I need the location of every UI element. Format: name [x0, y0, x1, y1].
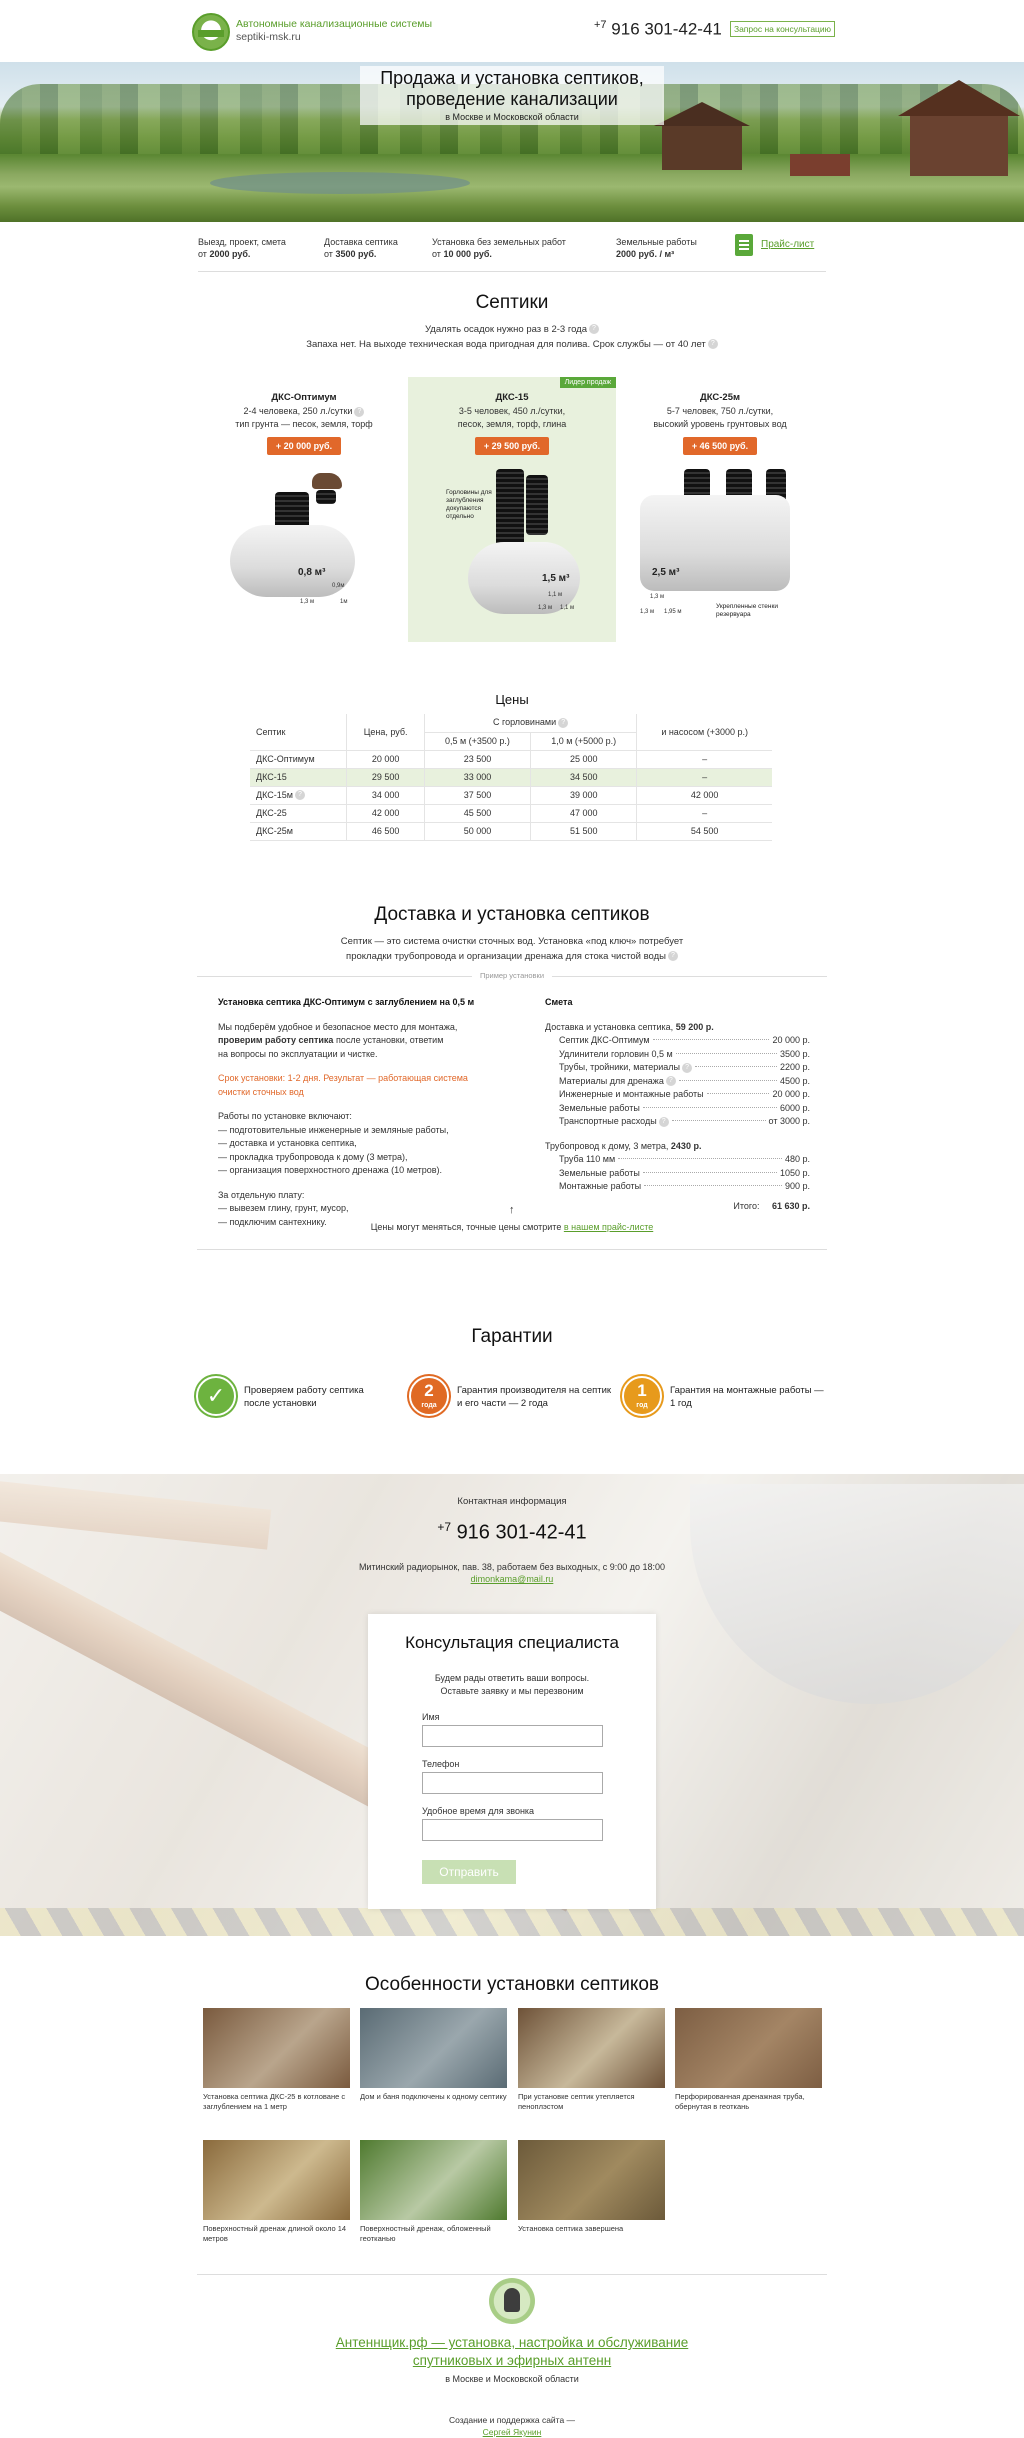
help-icon[interactable]: ?	[558, 718, 568, 728]
cell-n05: 33 000	[424, 768, 530, 786]
cell-n10: 51 500	[531, 822, 637, 840]
estimate-total-value: 61 630 р.	[771, 1200, 810, 1211]
estimate-label: Земельные работы	[559, 1167, 640, 1178]
photo-image[interactable]	[518, 2140, 665, 2220]
installation-term-line2: очистки сточных вод	[218, 1086, 304, 1097]
septic-name: ДКС-15	[495, 392, 529, 403]
installation-heading: Установка септика ДКС-Оптимум с заглублением на 0,5 м	[218, 997, 475, 1007]
extra-title: За отдельную плату:	[218, 1189, 305, 1200]
submit-button[interactable]: Отправить	[422, 1860, 516, 1884]
estimate-row	[545, 1075, 810, 1089]
call-time-input[interactable]	[422, 1819, 603, 1841]
septic-dim: 1,3 м	[650, 594, 665, 600]
list-item: — подключим сантехнику.	[218, 1216, 327, 1227]
estimate-group-sum: 59 200 р.	[675, 1021, 714, 1032]
cell-pump: 42 000	[637, 786, 772, 804]
estimate-row	[545, 1102, 810, 1116]
photo-image[interactable]	[675, 2008, 822, 2088]
email-link[interactable]: dimonkama@mail.ru	[470, 1574, 554, 1584]
photo-caption: Поверхностный дренаж, обложенный геотканью	[360, 2224, 491, 2243]
hero-heading	[380, 68, 644, 110]
guarantee-item	[622, 1376, 832, 1420]
cell-n05: 45 500	[424, 804, 530, 822]
price-change-note	[0, 1222, 1024, 1232]
estimate-group-title	[545, 1021, 810, 1035]
contacts-address: Митинский радиорынок, пав. 38, работаем без выходных, с 9:00 до 18:00	[358, 1562, 666, 1572]
estimate-label-text: Трубы, тройники, материалы	[559, 1062, 681, 1072]
septic-neck	[316, 490, 336, 504]
cell-n10: 34 500	[531, 768, 637, 786]
septic-desc	[200, 405, 408, 431]
hero-heading-line1: Продажа и установка септиков,	[380, 68, 644, 88]
estimate-label-text: Транспортные расходы	[559, 1116, 657, 1126]
photo-caption: Установка септика завершена	[518, 2224, 624, 2233]
delivery-section	[0, 904, 1024, 1324]
antenna-logo-icon[interactable]	[489, 2278, 535, 2324]
cell-pump: –	[637, 750, 772, 768]
prices-table	[250, 714, 772, 841]
installation-description	[218, 996, 518, 1240]
price-strip-item	[432, 236, 566, 260]
septics-intro-line2: Запаха нет. На выходе техническая вода пригодная для полива. Срок службы — от 40 лет	[306, 339, 706, 350]
septic-name: ДКС-Оптимум	[271, 392, 337, 403]
photo-caption: Дом и баня подключены к одному септику	[360, 2092, 507, 2101]
footer-title	[0, 2334, 1024, 2370]
top-bar	[0, 0, 1024, 62]
phone-label: Телефон	[422, 1759, 460, 1769]
guarantee-icon-number: 2	[424, 1381, 434, 1400]
septic-note: Горловины для заглубления докупаются отдельно	[446, 489, 492, 520]
septic-desc	[616, 405, 824, 431]
price-strip-item	[616, 236, 697, 260]
cell-model: ДКС-15	[250, 768, 347, 786]
price-strip-label: Установка без земельных работ	[432, 237, 566, 247]
estimate-value: 20 000 р.	[772, 1089, 810, 1099]
estimate-row	[545, 1153, 810, 1167]
estimate-title: Смета	[545, 997, 573, 1007]
guarantee-line1: Гарантия на монтажные работы —	[670, 1385, 824, 1396]
installation-text: после установки, ответим	[335, 1035, 444, 1045]
hero-house	[662, 124, 742, 170]
price-change-text: Цены могут меняться, точные цены смотрите	[370, 1222, 562, 1232]
estimate-group-sum: 2430 р.	[670, 1140, 702, 1151]
price-strip-value: 3500 руб.	[335, 249, 377, 259]
table-row	[250, 786, 772, 804]
gallery-photo[interactable]	[518, 2140, 665, 2234]
septic-dim: 1,1 м	[560, 605, 575, 611]
price-strip-value: 2000 руб. / м³	[616, 249, 675, 259]
price-strip-prefix: от	[432, 249, 441, 259]
delivery-intro-line2: прокладки трубопровода и организации дренажа для стока чистой воды	[346, 951, 666, 962]
features-title: Особенности установки септиков	[365, 1974, 659, 1995]
site-logo[interactable]	[192, 13, 230, 51]
septic-dim: 1,3 м	[538, 605, 553, 611]
installation-bold: проверим работу септика	[218, 1035, 334, 1045]
septic-name: ДКС-25м	[699, 392, 741, 403]
partner-link-line1: Антеннщик.рф — установка, настройка и обслуживание	[335, 2335, 689, 2350]
cell-pump: –	[637, 804, 772, 822]
footer	[0, 2266, 1024, 2436]
hero-title-panel	[360, 66, 664, 125]
septic-price: + 20 000 руб.	[267, 437, 341, 455]
price-strip-prefix: от	[198, 249, 207, 259]
consultation-form	[368, 1614, 656, 1909]
price-strip-item	[198, 236, 286, 260]
septic-price: + 29 500 руб.	[475, 437, 549, 455]
guarantee-line1: Проверяем работу септика	[244, 1385, 364, 1396]
price-strip-label: Доставка септика	[324, 237, 398, 247]
photo-caption: Поверхностный дренаж длиной около 14 метров	[203, 2224, 347, 2243]
installation-text: на вопросы по эксплуатации и чистке.	[218, 1048, 378, 1059]
photo-caption: Установка септика ДКС-25 в котловане с заглублением на 1 метр	[203, 2092, 346, 2111]
hero-title	[0, 66, 1024, 125]
table-row	[250, 768, 772, 786]
septics-section	[0, 272, 1024, 692]
estimate-label	[559, 1061, 692, 1075]
cell-model-label: ДКС-15м	[256, 789, 293, 800]
estimate	[545, 996, 810, 1213]
section-divider	[197, 1249, 827, 1250]
photo-image[interactable]	[203, 2008, 350, 2088]
gallery-photo[interactable]	[203, 2008, 350, 2112]
septic-dim: 1м	[340, 599, 348, 605]
help-icon[interactable]: ?	[666, 1076, 676, 1086]
form-title: Консультация специалиста	[405, 1633, 619, 1652]
hero-heading-line2: проведение канализации	[406, 89, 618, 109]
guarantee-text	[670, 1384, 824, 1410]
estimate-row	[545, 1167, 810, 1181]
form-lead-line2: Оставьте заявку и мы перезвоним	[440, 1686, 584, 1696]
septic-desc-line2: песок, земля, торф, глина	[457, 419, 567, 429]
partner-link-line2: спутниковых и эфирных антенн	[412, 2353, 612, 2368]
septic-desc	[408, 405, 616, 431]
partner-link[interactable]	[336, 2335, 689, 2368]
estimate-group-label: Доставка и установка септика,	[545, 1021, 674, 1032]
help-icon[interactable]: ?	[354, 407, 364, 417]
gallery-photo[interactable]	[203, 2140, 350, 2244]
photo-image[interactable]	[203, 2140, 350, 2220]
price-strip-value: 10 000 руб.	[443, 249, 492, 259]
septic-card-dks15[interactable]	[408, 377, 616, 642]
cell-price: 29 500	[347, 768, 424, 786]
septic-desc-line1: 2-4 человека, 250 л./сутки	[243, 406, 353, 416]
estimate-value: 2200 р.	[779, 1062, 810, 1072]
cell-price: 20 000	[347, 750, 424, 768]
brand-site: septiki-msk.ru	[236, 31, 301, 43]
septic-neck	[526, 475, 548, 535]
guarantee-item	[196, 1376, 396, 1420]
delivery-intro-line1: Септик — это система очистки сточных вод. Установка «под ключ» потребует	[340, 936, 684, 947]
help-icon[interactable]: ?	[682, 1063, 692, 1073]
septics-intro	[0, 322, 1024, 352]
example-label: Пример установки	[472, 971, 552, 980]
installation-term	[218, 1072, 518, 1099]
prices-title: Цены	[495, 692, 529, 707]
estimate-row	[545, 1115, 810, 1129]
estimate-value: 20 000 р.	[772, 1035, 810, 1045]
contacts-email	[0, 1574, 1024, 1584]
works-list	[218, 1110, 518, 1178]
estimate-label: Септик ДКС-Оптимум	[559, 1035, 650, 1045]
cell-pump: 54 500	[637, 822, 772, 840]
guarantee-icon-label: года	[421, 1402, 437, 1409]
hero-subtitle: в Москве и Московской области	[445, 112, 579, 122]
name-input[interactable]	[422, 1725, 603, 1747]
price-strip	[198, 222, 826, 272]
estimate-label: Монтажные работы	[559, 1181, 642, 1191]
cell-n05: 37 500	[424, 786, 530, 804]
estimate-value: 6000 р.	[779, 1102, 810, 1113]
cell-n05: 23 500	[424, 750, 530, 768]
cell-n10: 47 000	[531, 804, 637, 822]
arrow-up-icon: ↑	[509, 1204, 515, 1216]
example-divider	[197, 971, 827, 980]
otter-figure	[312, 473, 342, 489]
photo-image[interactable]	[518, 2008, 665, 2088]
price-strip-label: Земельные работы	[616, 237, 697, 247]
estimate-group-label: Трубопровод к дому, 3 метра,	[545, 1140, 669, 1151]
price-strip-value: 2000 руб.	[209, 249, 251, 259]
septic-card-dks25m[interactable]	[616, 377, 824, 642]
header-phone-number: 916 301-42-41	[611, 19, 722, 39]
bestseller-badge: Лидер продаж	[560, 377, 616, 388]
estimate-row	[545, 1034, 810, 1048]
septic-volume: 1,5 м³	[542, 573, 570, 584]
footer-credits	[0, 2414, 1024, 2438]
guarantee-line2: и его части — 2 года	[457, 1398, 548, 1409]
photo-caption: При установке септик утепляется пеноплэстом	[518, 2092, 635, 2111]
col-header-pump: и насосом (+3000 р.)	[637, 714, 772, 750]
estimate-label: Инженерные и монтажные работы	[559, 1089, 704, 1099]
installation-text: Мы подберём удобное и безопасное место для монтажа,	[218, 1021, 458, 1032]
photo-image[interactable]	[360, 2008, 507, 2088]
list-item: — доставка и установка септика,	[218, 1138, 357, 1148]
estimate-label-text: Материалы для дренажа	[559, 1075, 664, 1086]
gallery-photo[interactable]	[360, 2008, 507, 2102]
septic-volume: 2,5 м³	[652, 567, 680, 578]
photo-image[interactable]	[360, 2140, 507, 2220]
estimate-label: Земельные работы	[559, 1102, 640, 1113]
col-header-neck-05: 0,5 м (+3500 р.)	[424, 732, 530, 750]
features-section	[0, 1936, 1024, 2266]
guarantee-icon-label: год	[636, 1402, 648, 1409]
prices-header-row	[250, 714, 772, 732]
estimate-value: 900 р.	[784, 1181, 810, 1191]
table-row	[250, 822, 772, 840]
prices-section	[0, 692, 1024, 904]
table-row	[250, 804, 772, 822]
guarantee-line2: 1 год	[670, 1398, 692, 1409]
check-icon: ✓	[196, 1376, 236, 1416]
septics-intro-line1: Удалять осадок нужно раз в 2-3 года	[425, 324, 587, 335]
septic-desc-line2: тип грунта — песок, земля, торф	[235, 419, 373, 429]
list-item: — вывезем глину, грунт, мусор,	[218, 1203, 349, 1213]
contacts-phone[interactable]	[0, 1520, 1024, 1545]
header-phone-code: +7	[594, 19, 607, 31]
two-years-icon	[409, 1376, 449, 1416]
guarantee-line1: Гарантия производителя на септик	[457, 1385, 612, 1396]
call-time-label: Удобное время для звонка	[422, 1806, 535, 1816]
septic-desc-line1: 5-7 человек, 750 л./сутки,	[666, 406, 774, 416]
installation-paragraph	[218, 1021, 518, 1062]
delivery-intro	[0, 934, 1024, 964]
estimate-row	[545, 1180, 810, 1194]
estimate-value: 1050 р.	[779, 1167, 810, 1178]
phone-input[interactable]	[422, 1772, 603, 1794]
cell-model	[250, 786, 347, 804]
works-title: Работы по установке включают:	[218, 1111, 352, 1121]
estimate-row	[545, 1088, 810, 1102]
gallery-photo[interactable]	[675, 2008, 822, 2112]
contacts-section	[0, 1474, 1024, 1936]
installation-term-line1: Срок установки: 1-2 дня. Результат — работающая система	[218, 1073, 468, 1083]
septic-desc-line2: высокий уровень грунтовых вод	[653, 419, 787, 429]
footer-subtitle: в Москве и Московской области	[445, 2374, 579, 2384]
estimate-label	[559, 1075, 676, 1089]
brand-tagline: Автономные канализационные системы	[236, 18, 433, 30]
cell-n10: 25 000	[531, 750, 637, 768]
guarantee-text	[244, 1384, 364, 1410]
guarantees-section	[0, 1324, 1024, 1474]
estimate-value: 3500 р.	[779, 1048, 810, 1059]
cell-model: ДКС-25	[250, 804, 347, 822]
gallery-photo[interactable]	[518, 2008, 665, 2112]
form-lead-line1: Будем рады ответить ваши вопросы.	[434, 1673, 590, 1683]
col-header-necks-label: С горловинами	[493, 717, 557, 728]
price-strip-prefix: от	[324, 249, 333, 259]
guarantee-text	[457, 1384, 611, 1410]
price-strip-label: Выезд, проект, смета	[198, 237, 286, 247]
help-icon[interactable]: ?	[295, 790, 305, 800]
list-item: — организация поверхностного дренажа (10 метров).	[218, 1165, 442, 1175]
hero-pond	[210, 172, 470, 194]
estimate-label	[559, 1115, 669, 1129]
list-item: — прокладка трубопровода к дому (3 метра),	[218, 1151, 408, 1162]
septics-title: Септики	[475, 292, 549, 313]
septic-note: Укрепленные стенки резервуара	[716, 603, 778, 618]
pricelist-inline-link[interactable]: в нашем прайс-листе	[563, 1222, 654, 1232]
estimate-value: 4500 р.	[779, 1075, 810, 1086]
cell-n10: 39 000	[531, 786, 637, 804]
name-label: Имя	[422, 1712, 440, 1722]
help-icon[interactable]: ?	[589, 324, 599, 334]
cell-model: ДКС-Оптимум	[250, 750, 347, 768]
col-header-model: Септик	[250, 714, 347, 750]
help-icon[interactable]: ?	[668, 951, 678, 961]
guarantee-line2: после установки	[244, 1398, 317, 1409]
estimate-label: Труба 110 мм	[559, 1154, 616, 1164]
cell-price: 34 000	[347, 786, 424, 804]
brand	[236, 18, 432, 44]
cell-model: ДКС-25м	[250, 822, 347, 840]
photo-caption: Перфорированная дренажная труба, обернутая в геоткань	[675, 2092, 805, 2111]
hero-banner	[0, 62, 1024, 222]
gallery-photo[interactable]	[360, 2140, 507, 2244]
form-lead	[368, 1672, 656, 1698]
table-row	[250, 750, 772, 768]
cell-pump: –	[637, 768, 772, 786]
price-strip-item	[324, 236, 398, 260]
estimate-group-title	[545, 1140, 810, 1154]
septic-dim: 1,3 м	[640, 609, 655, 615]
delivery-title: Доставка и установка септиков	[374, 904, 650, 925]
guarantee-icon-number: 1	[637, 1381, 647, 1400]
pricelist-link[interactable]: Прайс-лист	[761, 239, 815, 250]
col-header-neck-10: 1,0 м (+5000 р.)	[531, 732, 637, 750]
contacts-label: Контактная информация	[457, 1496, 567, 1507]
guarantees-title: Гарантии	[471, 1326, 553, 1347]
estimate-row	[545, 1048, 810, 1062]
help-icon[interactable]: ?	[708, 339, 718, 349]
list-item: — подготовительные инженерные и земляные работы,	[218, 1124, 449, 1135]
septic-card-optimum[interactable]	[200, 377, 408, 642]
estimate-row	[545, 1061, 810, 1075]
cell-price: 46 500	[347, 822, 424, 840]
hero-house	[790, 154, 850, 176]
guarantee-item	[409, 1376, 619, 1420]
author-link[interactable]: Сергей Якунин	[482, 2427, 542, 2437]
septic-dim: 1,95 м	[664, 609, 682, 615]
one-year-icon	[622, 1376, 662, 1416]
septic-price: + 46 500 руб.	[683, 437, 757, 455]
cell-n05: 50 000	[424, 822, 530, 840]
septic-desc-line1: 3-5 человек, 450 л./сутки,	[458, 406, 566, 416]
estimate-value: 480 р.	[784, 1154, 810, 1164]
septic-dim: 1,3 м	[300, 599, 315, 605]
contacts-phone-code: +7	[437, 1520, 451, 1534]
col-header-price: Цена, руб.	[347, 714, 424, 750]
estimate-total-label: Итого:	[733, 1200, 760, 1211]
septic-dim: 1,1 м	[548, 592, 563, 598]
estimate-value: от 3000 р.	[768, 1116, 810, 1126]
consultation-request-button[interactable]: Запрос на консультацию	[730, 21, 835, 37]
col-header-necks	[424, 714, 637, 732]
cell-price: 42 000	[347, 804, 424, 822]
septic-volume: 0,8 м³	[298, 567, 326, 578]
spreadsheet-icon[interactable]	[735, 234, 753, 256]
header-phone[interactable]	[594, 19, 722, 40]
estimate-label: Удлинители горловин 0,5 м	[559, 1048, 673, 1059]
credits-text: Создание и поддержка сайта —	[448, 2415, 576, 2425]
septic-dim: 0,9м	[332, 583, 345, 589]
estimate-total	[545, 1200, 810, 1214]
contacts-phone-number: 916 301-42-41	[456, 1521, 587, 1544]
help-icon[interactable]: ?	[659, 1117, 669, 1127]
